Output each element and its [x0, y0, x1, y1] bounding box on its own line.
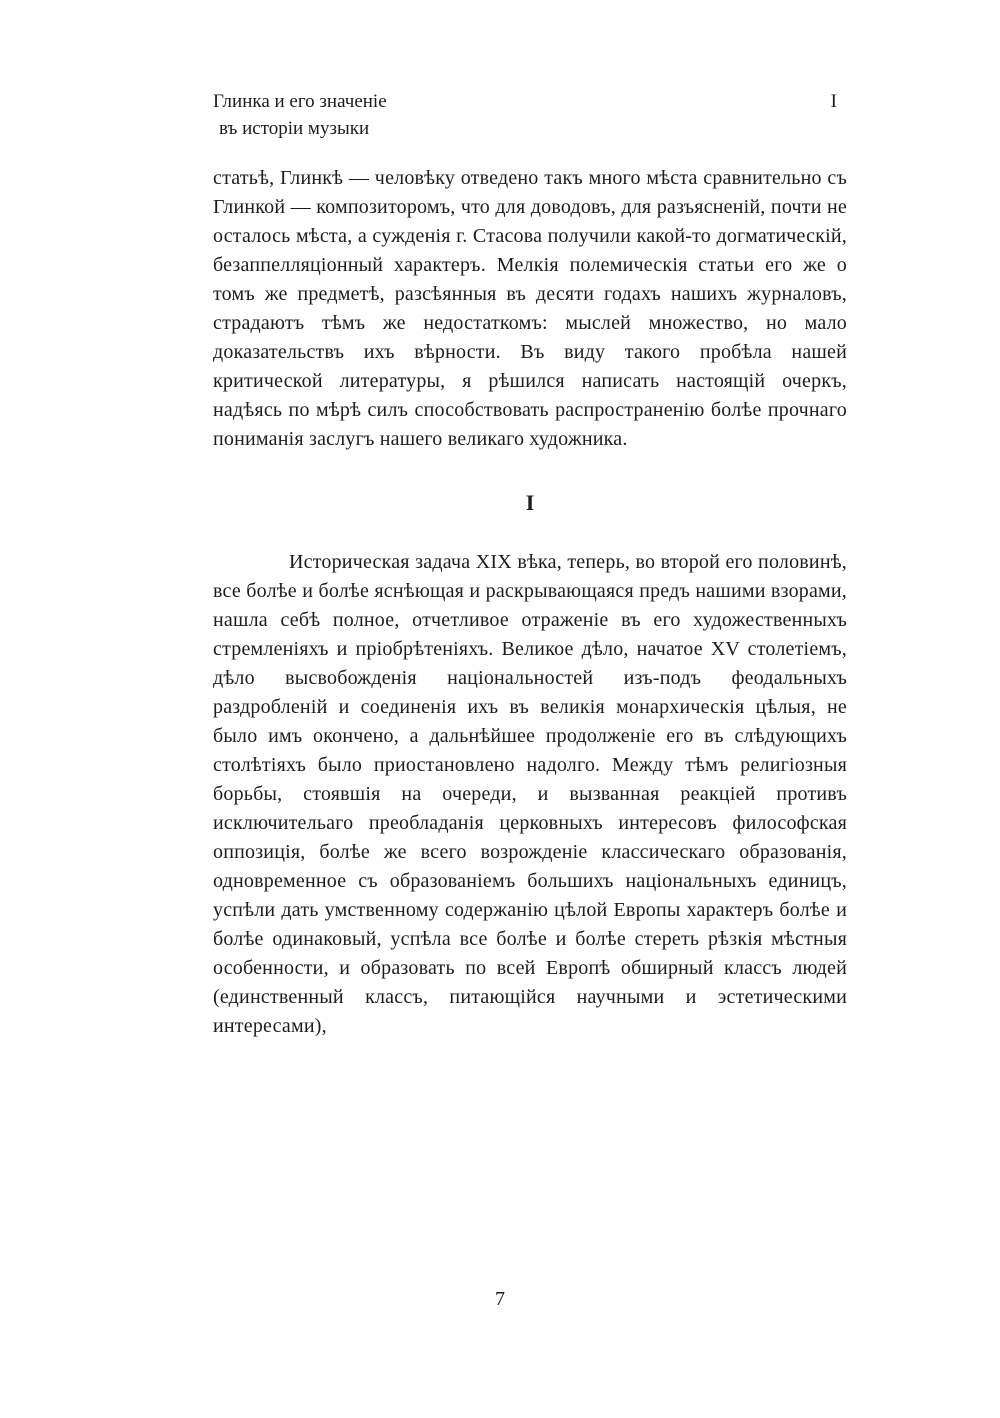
text-block — [213, 88, 847, 1041]
paragraph-continuation: статьѣ, Глинкѣ — человѣку отведено такъ много мѣста сравнительно съ Глинкой — композиторомъ, что для доводовъ, для разъясненій, почти не осталось мѣста, а сужденія г. Стасова получили какой-то догматическій, безаппелляціонный характеръ. Мелкія полемическія статьи его же о томъ же предметѣ, разсѣянныя въ десяти годахъ нашихъ журналовъ, страдаютъ тѣмъ же недостаткомъ: мыслей множество, но мало доказательствъ ихъ вѣрности. Въ виду такого пробѣла нашей критической литературы, я рѣшился написать настоящій очеркъ, надѣясь по мѣрѣ силъ способствовать распространенію болѣе прочнаго пониманія заслугъ нашего великаго художника. — [213, 167, 847, 450]
running-title — [213, 88, 387, 142]
section-heading: I — [525, 490, 535, 515]
chapter-marker: I — [830, 91, 837, 112]
page-number: 7 — [495, 1288, 505, 1310]
running-header — [213, 88, 847, 142]
paragraph-main: Историческая задача XIX вѣка, теперь, во второй его половинѣ, все болѣе и болѣе яснѣющая и раскрывающаяся предъ нашими взорами, нашла себѣ полное, отчетливое отраженіе въ его художественныхъ стремленіяхъ и пріобрѣтеніяхъ. Великое дѣло, начатое XV столетіемъ, дѣло высвобожденія національностей изъ-подъ феодальныхъ раздробленій и соединенія ихъ въ великія монархическія цѣлыя, не было имъ окончено, а дальнѣйшее продолженіе его въ слѣдующихъ столѣтіяхъ было приостановлено надолго. Между тѣмъ религіозныя борьбы, стоявшія на очереди, и вызванная реакціей противъ исключительаго преобладанія церковныхъ интересовъ философская оппозиція, болѣе же всего возрожденіе классическаго образованія, одновременное съ образованіемъ большихъ національныхъ единицъ, успѣли дать умственному содержанію цѣлой Европы характеръ болѣе и болѣе одинаковый, успѣла все болѣе и болѣе стереть рѣзкія мѣстныя особенности, и образовать по всей Европѣ обширный классъ людей (единственный классъ, питающійся научными и эстетическими интересами), — [213, 551, 847, 1037]
running-title-line2: въ исторіи музыки — [219, 118, 370, 139]
running-title-line1: Глинка и его значеніе — [213, 91, 387, 112]
